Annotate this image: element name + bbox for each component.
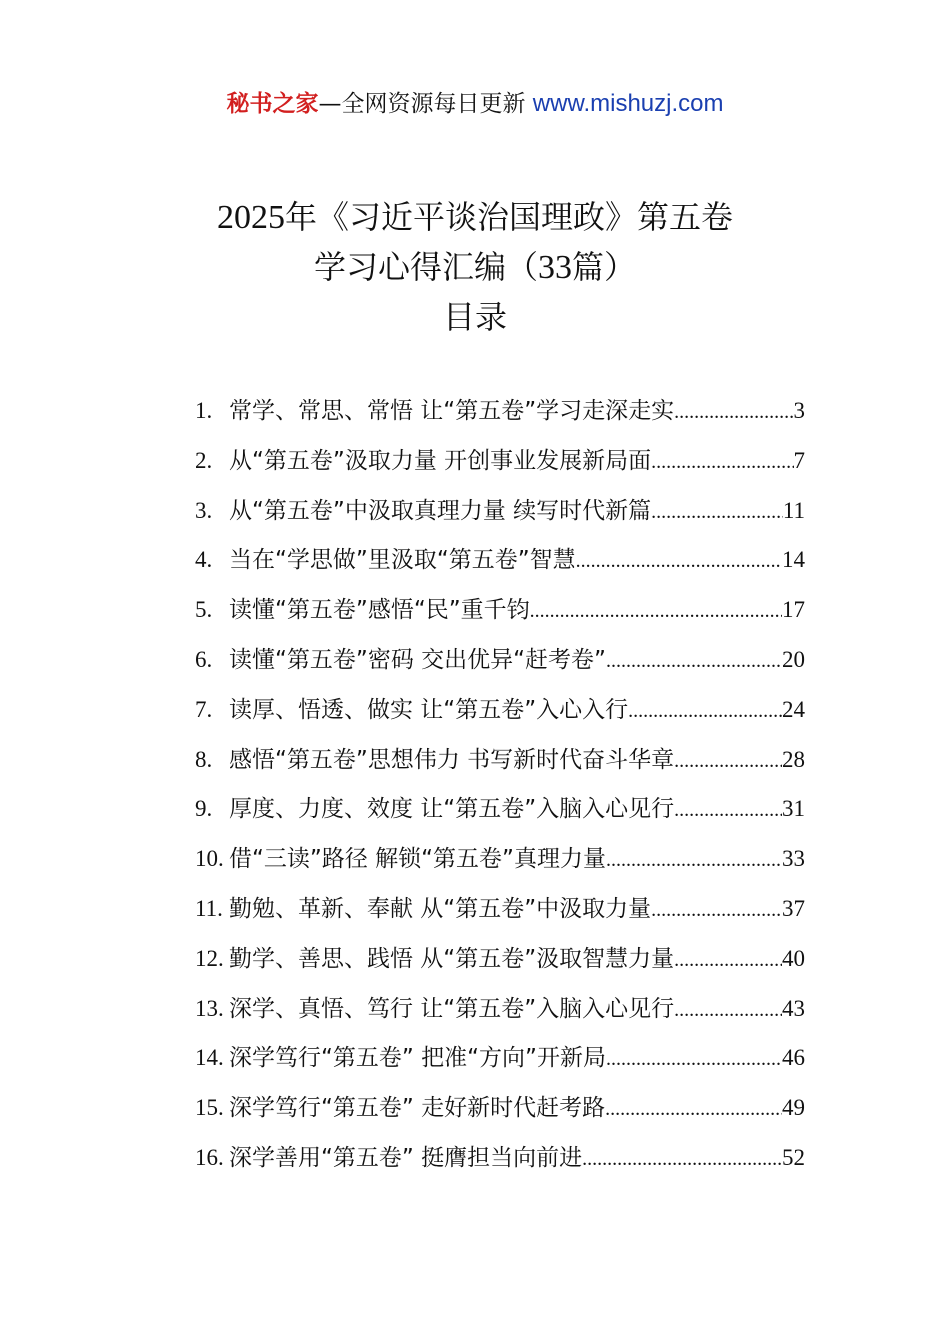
toc-entry-page: 49 bbox=[782, 1095, 805, 1121]
toc-entry-title: 深学笃行“第五卷” 把准“方向”开新局 bbox=[229, 1045, 606, 1072]
toc-entry-title: 从“第五卷”中汲取真理力量 续写时代新篇 bbox=[229, 497, 652, 524]
toc-entry-title: 读懂“第五卷”密码 交出优异“赶考卷” bbox=[229, 646, 606, 673]
toc-leader-dots bbox=[674, 999, 782, 1022]
toc-entry-title: 厚度、力度、效度 让“第五卷”入脑入心见行 bbox=[229, 796, 675, 823]
toc-leader-dots bbox=[606, 650, 782, 673]
toc-leader-dots bbox=[606, 1048, 782, 1071]
toc-entry-number: 3. bbox=[195, 497, 213, 523]
toc-leader-dots bbox=[582, 1148, 782, 1171]
toc-entry[interactable] bbox=[195, 541, 805, 591]
document-title-line-2 bbox=[0, 242, 950, 293]
toc-entry-page: 43 bbox=[782, 995, 805, 1021]
toc-entry-title: 从“第五卷”汲取力量 开创事业发展新局面 bbox=[229, 447, 652, 474]
toc-entry-number: 8. bbox=[195, 746, 213, 772]
header-url-link[interactable]: www.mishuzj.com bbox=[532, 90, 724, 117]
toc-entry-title: 勤学、善思、践悟 从“第五卷”汲取智慧力量 bbox=[229, 945, 675, 972]
toc-entry-number: 7. bbox=[195, 696, 213, 722]
title-count: 33 bbox=[538, 249, 572, 286]
toc-heading: 目录 bbox=[442, 298, 507, 336]
toc-entry-page: 33 bbox=[782, 846, 805, 872]
toc-entry-page: 28 bbox=[782, 746, 805, 772]
toc-entry-title: 读懂“第五卷”感悟“民”重千钧 bbox=[229, 597, 530, 624]
toc-leader-dots bbox=[530, 600, 782, 623]
toc-entry-title: 深学、真悟、笃行 让“第五卷”入脑入心见行 bbox=[229, 995, 675, 1022]
title-year: 2025 bbox=[216, 199, 285, 236]
toc-entry[interactable] bbox=[195, 890, 805, 940]
toc-entry-number: 4. bbox=[195, 547, 213, 573]
toc-entry-page: 14 bbox=[782, 547, 805, 573]
toc-entry-page: 24 bbox=[782, 696, 805, 722]
toc-entry-page: 52 bbox=[782, 1144, 805, 1170]
toc-entry-number: 14. bbox=[195, 1045, 224, 1071]
toc-entry-number: 6. bbox=[195, 646, 213, 672]
toc-leader-dots bbox=[674, 949, 782, 972]
toc-entry-page: 3 bbox=[793, 398, 805, 423]
title-text: 年《习近平谈治国理政》第五卷 bbox=[284, 198, 733, 236]
toc-entry-number: 11. bbox=[195, 895, 223, 921]
toc-entry[interactable] bbox=[195, 1139, 805, 1189]
toc-entry[interactable] bbox=[195, 641, 805, 691]
toc-entry-title: 当在“学思做”里汲取“第五卷”智慧 bbox=[229, 547, 576, 574]
toc-leader-dots bbox=[674, 401, 793, 424]
toc-entry-title: 深学笃行“第五卷” 走好新时代赶考路 bbox=[229, 1095, 606, 1122]
title-subtitle-post: 篇） bbox=[572, 248, 637, 286]
toc-leader-dots bbox=[674, 750, 782, 773]
title-subtitle-pre: 学习心得汇编（ bbox=[313, 248, 538, 286]
toc-entry[interactable] bbox=[195, 1089, 805, 1139]
toc-entry-page: 11 bbox=[782, 497, 805, 523]
toc-leader-dots bbox=[651, 451, 793, 474]
toc-entry-page: 17 bbox=[782, 597, 805, 623]
toc-entry[interactable] bbox=[195, 840, 805, 890]
toc-entry-number: 12. bbox=[195, 945, 224, 971]
toc-entry-number: 1. bbox=[195, 398, 213, 423]
toc-entry-page: 40 bbox=[782, 945, 805, 971]
toc-entry-title: 勤勉、革新、奉献 从“第五卷”中汲取力量 bbox=[229, 895, 652, 922]
toc-entry[interactable] bbox=[195, 1039, 805, 1089]
toc-entry-page: 37 bbox=[782, 895, 805, 921]
toc-leader-dots bbox=[606, 849, 782, 872]
document-title-line-1 bbox=[0, 192, 950, 243]
toc-leader-dots bbox=[651, 501, 783, 524]
toc-entry[interactable] bbox=[195, 790, 805, 840]
toc-entry-title: 借“三读”路径 解锁“第五卷”真理力量 bbox=[229, 846, 606, 873]
toc-entry[interactable] bbox=[195, 442, 805, 492]
toc-entry[interactable] bbox=[195, 691, 805, 741]
toc-entry-number: 16. bbox=[195, 1144, 224, 1170]
toc-entry-number: 10. bbox=[195, 846, 224, 872]
toc-entry[interactable] bbox=[195, 741, 805, 791]
toc-entry-page: 46 bbox=[782, 1045, 805, 1071]
toc-entry-title: 深学善用“第五卷” 挺膺担当向前进 bbox=[229, 1144, 583, 1171]
toc-entry[interactable] bbox=[195, 591, 805, 641]
toc-leader-dots bbox=[628, 700, 782, 723]
toc-entry-title: 读厚、悟透、做实 让“第五卷”入心入行 bbox=[229, 696, 629, 723]
toc-entry[interactable] bbox=[195, 990, 805, 1040]
toc-entry[interactable] bbox=[195, 492, 805, 542]
toc-entry-page: 20 bbox=[782, 646, 805, 672]
toc-leader-dots bbox=[674, 799, 782, 822]
toc-entry[interactable] bbox=[195, 392, 805, 442]
toc-entry-title: 常学、常思、常悟 让“第五卷”学习走深走实 bbox=[229, 398, 675, 424]
toc-entry-number: 13. bbox=[195, 995, 224, 1021]
toc-entry-number: 15. bbox=[195, 1095, 224, 1121]
toc-entry-number: 2. bbox=[195, 447, 213, 473]
toc-leader-dots bbox=[651, 899, 782, 922]
site-header bbox=[0, 88, 950, 120]
toc-leader-dots bbox=[605, 1098, 782, 1121]
toc-entry[interactable] bbox=[195, 940, 805, 990]
toc-entry-title: 感悟“第五卷”思想伟力 书写新时代奋斗华章 bbox=[229, 746, 675, 773]
toc-entry-number: 9. bbox=[195, 796, 213, 822]
toc-entry-number: 5. bbox=[195, 597, 213, 623]
table-of-contents bbox=[195, 392, 805, 1189]
toc-entry-page: 31 bbox=[782, 796, 805, 822]
toc-entry-page: 7 bbox=[793, 447, 805, 473]
brand-name: 秘书之家 bbox=[226, 91, 319, 117]
header-tagline: —全网资源每日更新 bbox=[318, 91, 526, 117]
toc-leader-dots bbox=[576, 550, 782, 573]
